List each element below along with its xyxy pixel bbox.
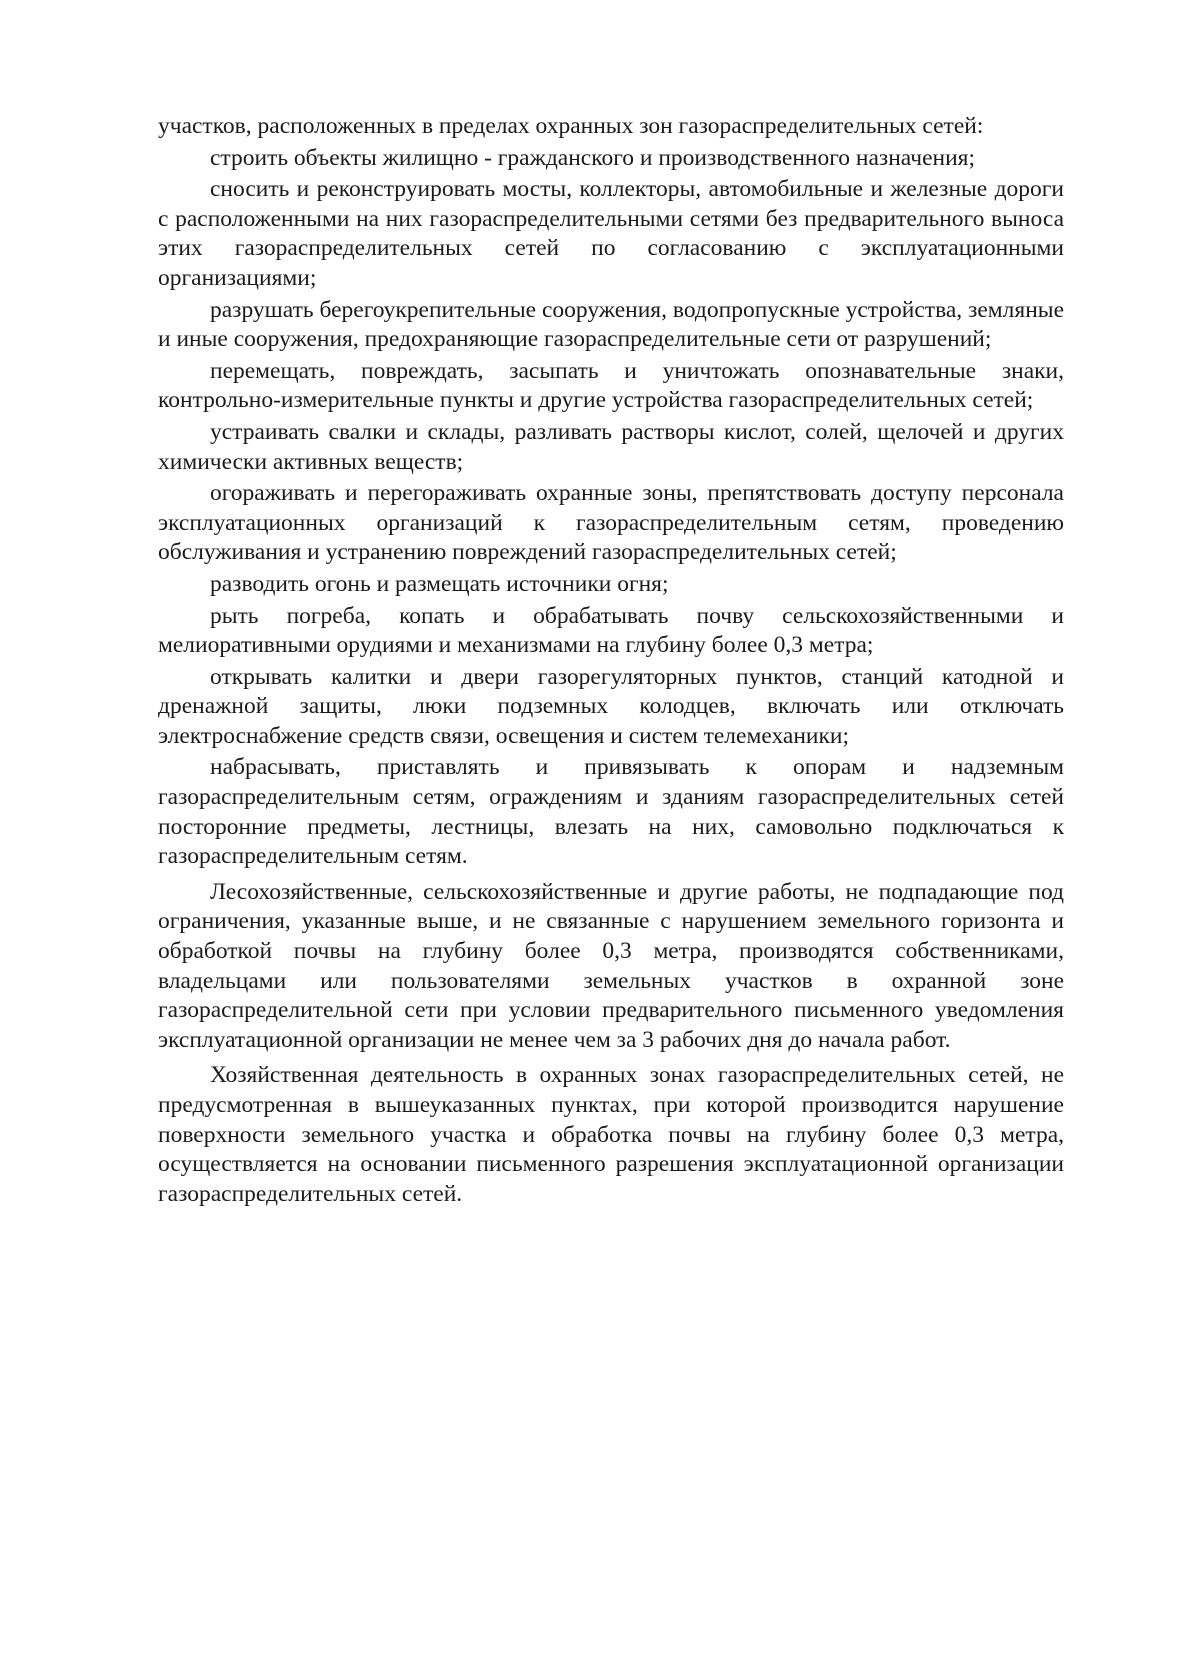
paragraph-digging: рыть погреба, копать и обрабатывать почву сельскохозяйственными и мелиоративными орудиями и механизмами на глубину более 0,3 метра; — [158, 602, 1064, 659]
paragraph-dumps: устраивать свалки и склады, разливать растворы кислот, солей, щелочей и других химически активных веществ; — [158, 418, 1064, 475]
paragraph-fencing: огораживать и перегораживать охранные зоны, препятствовать доступу персонала эксплуатационных организаций к газораспределительным сетям, проведению обслуживания и устранению повреждений газораспределительных сетей; — [158, 480, 1064, 566]
paragraph-continuation: участков, расположенных в пределах охранных зон газораспределительных сетей: — [158, 113, 984, 139]
paragraph-doors: открывать калитки и двери газорегуляторных пунктов, станций катодной и дренажной защиты, люки подземных колодцев, включать или отключать электроснабжение средств связи, освещения и систем телемеханики; — [158, 663, 1064, 749]
paragraph-attach-objects: набрасывать, приставлять и привязывать к опорам и надземным газораспределительным сетям, ограждениям и зданиям газораспределительных сетей посторонние предметы, лестницы, влезать на них, самовольно подключаться к газораспределительным сетям. — [158, 754, 1064, 870]
paragraph-build-prohibition: строить объекты жилищно - гражданского и производственного назначения; — [210, 144, 976, 171]
paragraph-economic-activity: Хозяйственная деятельность в охранных зонах газораспределительных сетей, не предусмотренная в вышеуказанных пунктах, при которой производится нарушение поверхности земельного участка и обработка почвы на глубину более 0,3 метра, осуществляется на основании письменного разрешения эксплуатационной организации газораспределительных сетей. — [158, 1062, 1064, 1207]
paragraph-move-signs: перемещать, повреждать, засыпать и уничтожать опознавательные знаки, контрольно-измерительные пункты и другие устройства газораспределительных сетей; — [158, 357, 1064, 414]
document-page — [158, 112, 1064, 1211]
paragraph-demolish-prohibition: сносить и реконструировать мосты, коллекторы, автомобильные и железные дороги с расположенными на них газораспределительными сетями без предварительного выноса этих газораспределительных сетей по согласованию с эксплуатационными организациями; — [158, 176, 1064, 291]
paragraph-destroy-structures: разрушать берегоукрепительные сооружения, водопропускные устройства, земляные и иные сооружения, предохраняющие газораспределительные сети от разрушений; — [158, 296, 1064, 353]
paragraph-forestry-work: Лесохозяйственные, сельскохозяйственные и другие работы, не подпадающие под ограничения, указанные выше, и не связанные с нарушением земельного горизонта и обработкой почвы на глубину более 0,3 метра, производятся собственниками, владельцами или пользователями земельных участков в охранной зоне газораспределительной сети при условии предварительного письменного уведомления эксплуатационной организации не менее чем за 3 рабочих дня до начала работ. — [158, 878, 1064, 1053]
paragraph-fire: разводить огонь и размещать источники огня; — [210, 570, 669, 597]
